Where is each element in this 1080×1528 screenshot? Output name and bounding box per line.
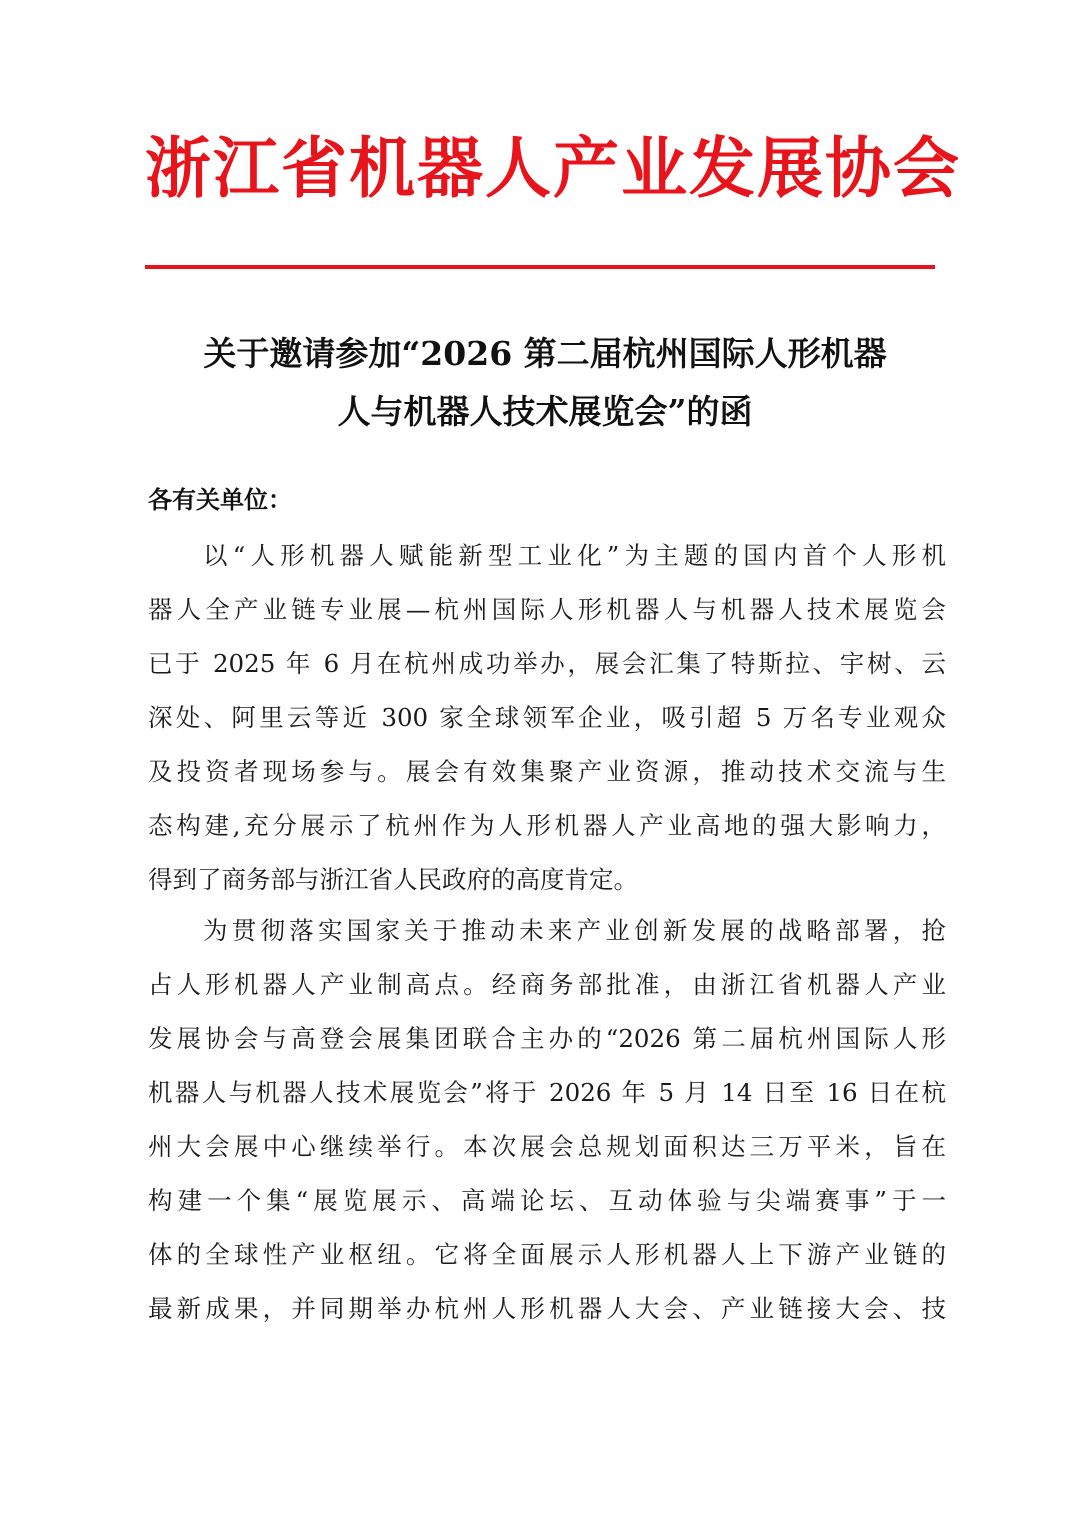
body-paragraph-1 bbox=[148, 529, 946, 907]
paragraph-line: 体的全球性产业枢纽。它将全面展示人形机器人上下游产业链的 bbox=[148, 1240, 946, 1269]
paragraph-line: 机器人与机器人技术展览会”将于 2026 年 5 月 14 日至 16 日在杭 bbox=[148, 1078, 946, 1107]
paragraph-line: 深处、阿里云等近 300 家全球领军企业，吸引超 5 万名专业观众 bbox=[148, 703, 946, 732]
paragraph-line: 以“人形机器人赋能新型工业化”为主题的国内首个人形机 bbox=[203, 541, 946, 570]
org-letterhead-title: 浙江省机器人产业发展协会 bbox=[145, 129, 961, 207]
paragraph-line: 态构建,充分展示了杭州作为人形机器人产业高地的强大影响力， bbox=[148, 811, 946, 840]
body-paragraph-2 bbox=[148, 904, 946, 1336]
salutation: 各有关单位： bbox=[148, 486, 292, 514]
paragraph-line: 为贯彻落实国家关于推动未来产业创新发展的战略部署，抢 bbox=[203, 916, 946, 945]
document-title-line: 人与机器人技术展览会”的函 bbox=[337, 392, 753, 431]
paragraph-line: 构建一个集“展览展示、高端论坛、互动体验与尖端赛事”于一 bbox=[148, 1186, 946, 1215]
letterhead-red-divider bbox=[145, 265, 935, 269]
paragraph-line: 最新成果，并同期举办杭州人形机器人大会、产业链接大会、技 bbox=[148, 1294, 946, 1323]
document-title-line: 关于邀请参加“2026 第二届杭州国际人形机器 bbox=[203, 334, 887, 373]
paragraph-line: 州大会展中心继续举行。本次展会总规划面积达三万平米，旨在 bbox=[148, 1132, 946, 1161]
paragraph-line: 得到了商务部与浙江省人民政府的高度肯定。 bbox=[148, 865, 638, 894]
paragraph-line: 已于 2025 年 6 月在杭州成功举办，展会汇集了特斯拉、宇树、云 bbox=[148, 649, 946, 678]
paragraph-line: 发展协会与高登会展集团联合主办的“2026 第二届杭州国际人形 bbox=[148, 1024, 946, 1053]
paragraph-line: 器人全产业链专业展—杭州国际人形机器人与机器人技术展览会 bbox=[148, 595, 946, 624]
paragraph-line: 占人形机器人产业制高点。经商务部批准，由浙江省机器人产业 bbox=[148, 970, 946, 999]
document-title bbox=[140, 325, 950, 441]
paragraph-line: 及投资者现场参与。展会有效集聚产业资源，推动技术交流与生 bbox=[148, 757, 946, 786]
